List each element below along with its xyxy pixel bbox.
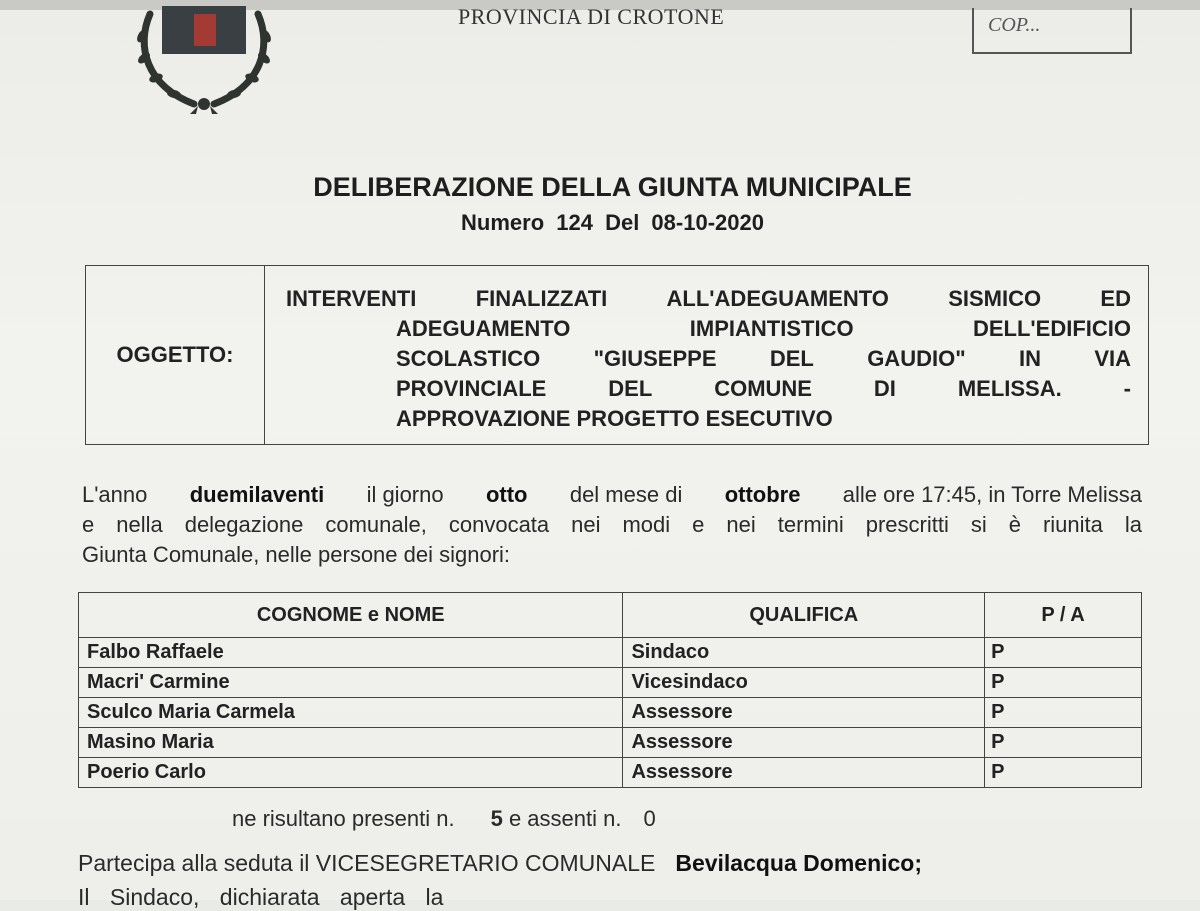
subject-line-4: PROVINCIALE DEL COMUNE DI MELISSA. - (396, 376, 1131, 401)
copy-stamp (972, 8, 1132, 54)
subject-label: OGGETTO: (86, 266, 265, 444)
member-presence: P (985, 698, 1142, 728)
member-role: Sindaco (623, 638, 985, 668)
table-row (79, 758, 1142, 788)
subject-line-1: INTERVENTI FINALIZZATI ALL'ADEGUAMENTO SISMICO ED (286, 286, 1131, 311)
absent-count: 0 (643, 806, 656, 831)
member-presence: P (985, 638, 1142, 668)
table-row (79, 638, 1142, 668)
member-name: Poerio Carlo (79, 758, 623, 788)
table-row (79, 668, 1142, 698)
table-header-row (79, 593, 1142, 638)
paragraph-line-3: Giunta Comunale, nelle persone dei signori: (82, 542, 511, 567)
document-title: DELIBERAZIONE DELLA GIUNTA MUNICIPALE (313, 172, 912, 202)
member-presence: P (985, 668, 1142, 698)
members-table (78, 592, 1142, 788)
subject-line-3: SCOLASTICO "GIUSEPPE DEL GAUDIO" IN VIA (396, 346, 1131, 371)
member-role: Assessore (623, 758, 985, 788)
member-presence: P (985, 758, 1142, 788)
paragraph-line-1: L'anno duemilaventi il giorno otto del mese di ottobre alle ore 17:45, in Torre Melissa (82, 482, 1142, 507)
member-role: Vicesindaco (623, 668, 985, 698)
member-name: Sculco Maria Carmela (79, 698, 623, 728)
member-presence: P (985, 728, 1142, 758)
intro-paragraph (82, 480, 1142, 570)
table-row (79, 698, 1142, 728)
member-name: Falbo Raffaele (79, 638, 623, 668)
secretary-name: Bevilacqua Domenico; (675, 850, 923, 876)
subject-text (286, 284, 1131, 434)
present-count: 5 (490, 806, 503, 831)
attendance-summary: ne risultano presenti n. 5 e assenti n. 0 (232, 806, 656, 831)
province-header: PROVINCIA DI CROTONE (458, 4, 725, 29)
subject-line-5: APPROVAZIONE PROGETTO ESECUTIVO (396, 406, 833, 431)
table-row (79, 728, 1142, 758)
subject-box (85, 265, 1149, 445)
header-name: COGNOME e NOME (79, 593, 623, 638)
deliberation-number: Numero 124 Del 08-10-2020 (461, 210, 764, 235)
header-presence: P / A (985, 593, 1142, 638)
secretary-line: Partecipa alla seduta il VICESEGRETARIO COMUNALE Bevilacqua Domenico; (78, 850, 923, 876)
subject-line-2: ADEGUAMENTO IMPIANTISTICO DELL'EDIFICIO (396, 316, 1131, 341)
municipal-crest-icon (132, 6, 277, 114)
member-name: Masino Maria (79, 728, 623, 758)
member-name: Macri' Carmine (79, 668, 623, 698)
member-role: Assessore (623, 728, 985, 758)
paragraph-line-2: e nella delegazione comunale, convocata nei modi e nei termini prescritti si è riunita la (82, 512, 1142, 537)
member-role: Assessore (623, 698, 985, 728)
cutoff-text: Il Sindaco, dichiarata aperta la (78, 884, 444, 910)
stamp-text: COP... (988, 14, 1041, 36)
header-role: QUALIFICA (623, 593, 985, 638)
